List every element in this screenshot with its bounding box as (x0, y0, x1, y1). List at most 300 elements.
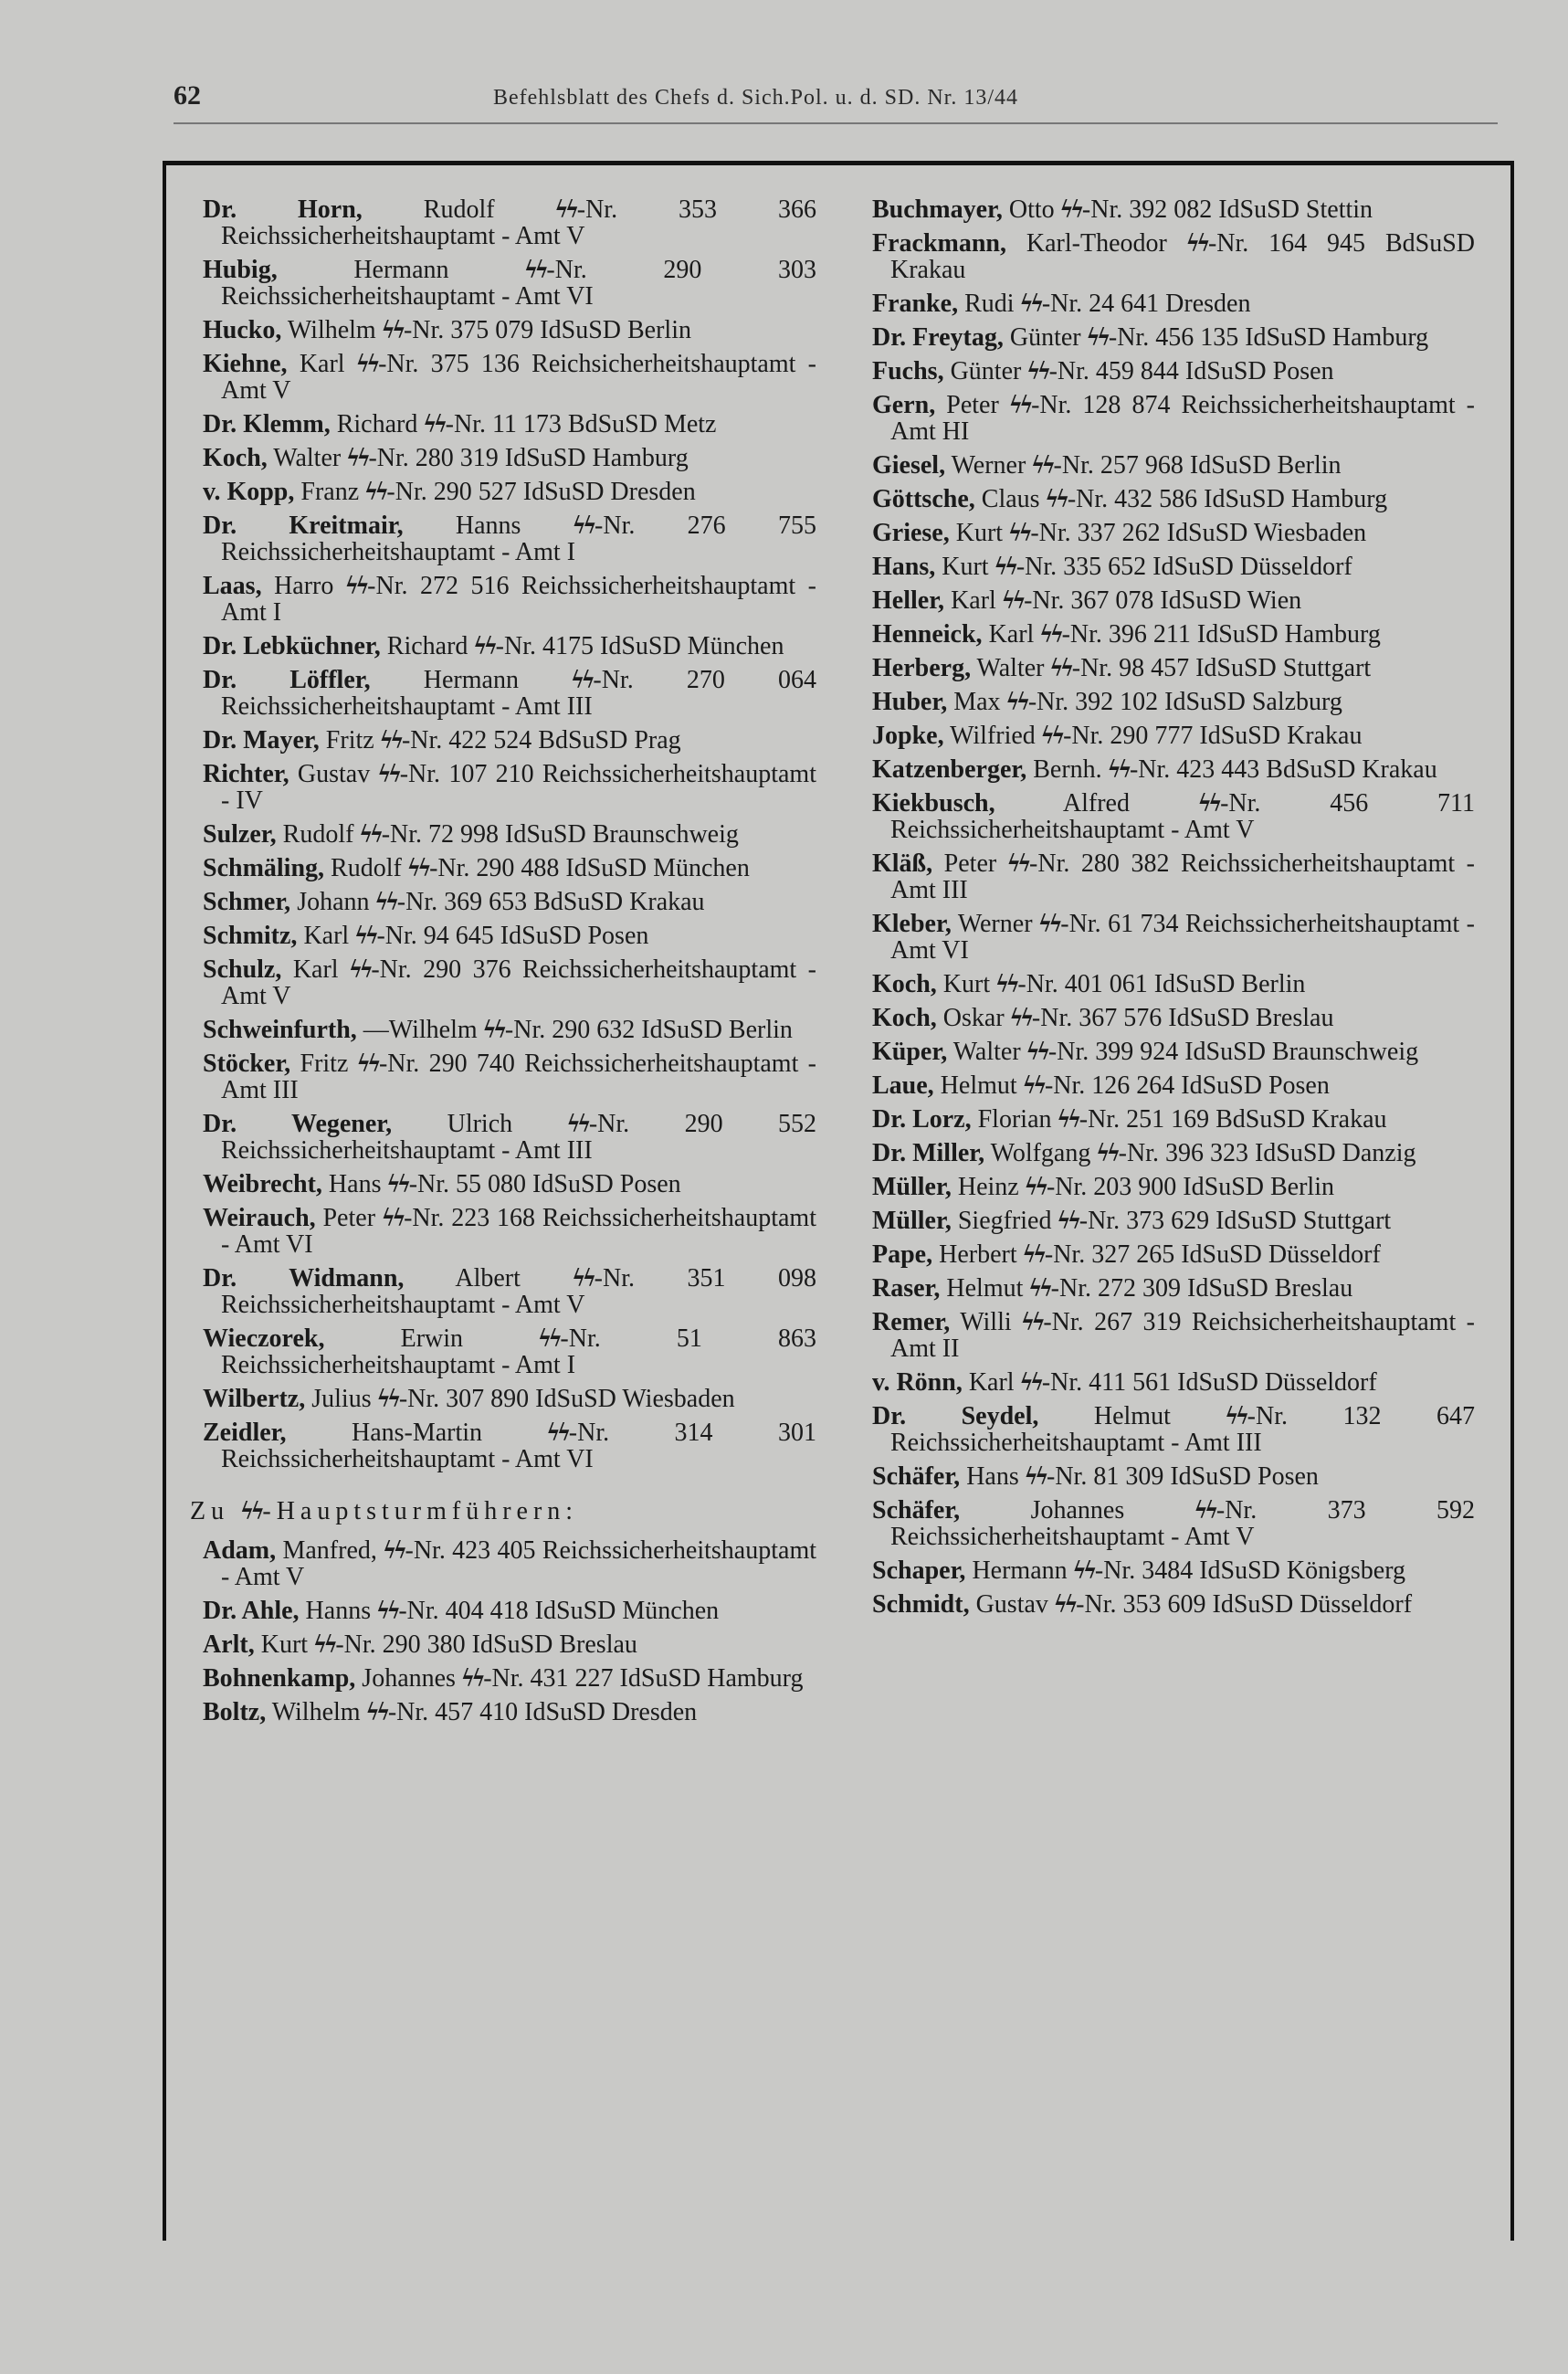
running-head: Befehlsblatt des Chefs d. Sich.Pol. u. d. SD. Nr. 13/44 (493, 86, 1018, 110)
ss-rune-icon: ϟϟ (1023, 1071, 1045, 1100)
entry-given-name: Wolfgang (984, 1139, 1098, 1167)
entry-details: -Nr. 164 945 BdSuSD Krakau (890, 229, 1475, 284)
ss-rune-icon: ϟϟ (539, 1324, 561, 1353)
section-heading-prefix: Zu (190, 1497, 242, 1525)
roster-entry (872, 324, 1475, 351)
entry-given-name: Alfred (994, 789, 1199, 818)
entry-name: Weirauch, (203, 1204, 316, 1232)
hauptsturmfuehrer-list (203, 1537, 816, 1725)
entry-given-name: Fritz (319, 726, 381, 754)
entry-given-name: Hermann (277, 256, 526, 284)
entry-details: -Nr. 72 998 IdSuSD Braunschweig (381, 820, 739, 849)
entry-name: Schweinfurth, (203, 1016, 357, 1044)
entry-details: -Nr. 399 924 IdSuSD Braunschweig (1047, 1038, 1419, 1066)
ss-rune-icon: ϟϟ (1186, 229, 1208, 258)
entry-name: Wieczorek, (203, 1324, 325, 1353)
ss-rune-icon: ϟϟ (1032, 451, 1054, 480)
entry-name: Raser, (872, 1274, 941, 1303)
entry-given-name: Rudolf (362, 195, 556, 224)
ss-rune-icon: ϟϟ (1108, 755, 1130, 784)
entry-details: -Nr. 423 443 BdSuSD Krakau (1129, 755, 1437, 784)
entry-name: Koch, (872, 1004, 937, 1032)
entry-given-name: Johann (290, 888, 376, 916)
entry-details: -Nr. 132 647 Reichssicherheitshauptamt - Amt III (890, 1402, 1475, 1457)
entry-given-name: Gustav (969, 1590, 1055, 1619)
ss-rune-icon: ϟϟ (1020, 290, 1042, 318)
ss-rune-icon: ϟϟ (1009, 391, 1032, 419)
entry-details: -Nr. 81 309 IdSuSD Posen (1047, 1462, 1319, 1491)
ss-rune-icon: ϟϟ (1046, 485, 1068, 513)
entry-name: Dr. Freytag, (872, 323, 1004, 352)
ss-rune-icon: ϟϟ (350, 955, 372, 984)
roster-entry (203, 1111, 816, 1164)
right-column (872, 196, 1475, 1625)
entry-name: Katzenberger, (872, 755, 1027, 784)
entry-given-name: Wilhelm (281, 316, 383, 344)
section-heading-rank: -Hauptsturmführern: (262, 1497, 579, 1525)
ss-rune-icon: ϟϟ (1194, 1496, 1216, 1525)
entry-details: -Nr. 375 136 Reichsicherheitshauptamt - Amt V (221, 350, 816, 405)
ss-rune-icon: ϟϟ (384, 1536, 405, 1565)
entry-name: Frackmann, (872, 229, 1006, 258)
entry-given-name: Kurt (936, 970, 997, 998)
entry-details: -Nr. 353 366 Reichssicherheitshauptamt - Amt V (221, 195, 816, 250)
entry-given-name: Helmut (1038, 1402, 1226, 1430)
ss-rune-icon: ϟϟ (1022, 1308, 1044, 1336)
roster-entry (872, 1403, 1475, 1456)
roster-entry (203, 821, 816, 848)
entry-name: Weibrecht, (203, 1170, 322, 1198)
entry-name: Müller, (872, 1173, 952, 1201)
roster-entry (203, 1265, 816, 1318)
ss-rune-icon: ϟϟ (1073, 1556, 1095, 1585)
entry-name: Hubig, (203, 256, 278, 284)
entry-name: Dr. Seydel, (872, 1402, 1039, 1430)
entry-given-name: Johannes (960, 1496, 1195, 1525)
ss-rune-icon: ϟϟ (996, 970, 1018, 998)
roster-entry (872, 1005, 1475, 1031)
entry-given-name: Kurt (254, 1630, 315, 1659)
ss-rune-icon: ϟϟ (567, 1110, 589, 1138)
entry-given-name: Willi (950, 1308, 1023, 1336)
roster-entry (203, 633, 816, 659)
entry-given-name: Julius (305, 1385, 378, 1413)
ss-rune-icon: ϟϟ (994, 553, 1016, 581)
entry-given-name: Karl (281, 955, 351, 984)
roster-entry (872, 1591, 1475, 1618)
ss-rune-icon: ϟϟ (366, 1698, 388, 1726)
entry-details: -Nr. 98 457 IdSuSD Stuttgart (1071, 654, 1372, 682)
roster-entry (203, 923, 816, 949)
entry-name: Buchmayer, (872, 195, 1003, 224)
entry-name: Dr. Kreitmair, (203, 512, 404, 540)
roster-entry (872, 1039, 1475, 1065)
roster-entry (203, 761, 816, 814)
entry-details: -Nr. 290 376 Reichssicherheitshauptamt - Amt V (221, 955, 816, 1010)
entry-name: v. Rönn, (872, 1368, 963, 1397)
entry-details: -Nr. 373 592 Reichssicherheitshauptamt - Amt V (890, 1496, 1475, 1551)
ss-rune-icon: ϟϟ (1023, 1240, 1045, 1269)
entry-name: Stöcker, (203, 1050, 291, 1078)
roster-entry (203, 1699, 816, 1725)
ss-rune-icon: ϟϟ (1226, 1402, 1247, 1430)
entry-name: Dr. Klemm, (203, 410, 331, 438)
roster-entry (872, 1497, 1475, 1550)
entry-given-name: Karl (962, 1368, 1021, 1397)
entry-name: Kleber, (872, 910, 952, 938)
entry-details: -Nr. 223 168 Reichssicherheitshauptamt - Amt VI (221, 1204, 816, 1259)
entry-details: -Nr. 290 527 IdSuSD Dresden (386, 478, 696, 506)
entry-details: -Nr. 290 740 Reichssicherheitshauptamt - Amt III (221, 1050, 816, 1104)
entry-name: Dr. Horn, (203, 195, 363, 224)
entry-given-name: Florian (971, 1105, 1058, 1134)
entry-details: -Nr. 290 632 IdSuSD Berlin (504, 1016, 793, 1044)
entry-given-name: Harro (261, 572, 346, 600)
entry-name: Boltz, (203, 1698, 267, 1726)
entry-details: -Nr. 11 173 BdSuSD Metz (445, 410, 717, 438)
roster-entry (203, 1386, 816, 1412)
entry-details: -Nr. 367 576 IdSuSD Breslau (1031, 1004, 1334, 1032)
roster-entry (872, 1557, 1475, 1584)
entry-details: -Nr. 251 169 BdSuSD Krakau (1079, 1105, 1387, 1134)
entry-name: v. Kopp, (203, 478, 295, 506)
entry-given-name: Peter (315, 1204, 383, 1232)
roster-entry (872, 290, 1475, 317)
ss-rune-icon: ϟϟ (1054, 1590, 1077, 1619)
ss-rune-icon: ϟϟ (1027, 357, 1049, 385)
entry-given-name: Kurt (949, 519, 1010, 547)
entry-name: Kiekbusch, (872, 789, 995, 818)
entry-given-name: Albert (404, 1264, 574, 1293)
roster-entry (203, 317, 816, 343)
ss-rune-icon: ϟϟ (382, 1204, 405, 1232)
entry-details: -Nr. 459 844 IdSuSD Posen (1048, 357, 1334, 385)
entry-given-name: Günter (1003, 323, 1088, 352)
entry-details: -Nr. 396 323 IdSuSD Danzig (1118, 1139, 1416, 1167)
hauptsturmfuehrer-list-continued (872, 196, 1475, 1618)
entry-name: Dr. Mayer, (203, 726, 320, 754)
entry-name: Gern, (872, 391, 936, 419)
ss-rune-icon: ϟϟ (1002, 586, 1025, 615)
entry-given-name: Walter (947, 1038, 1027, 1066)
entry-name: Schäfer, (872, 1496, 961, 1525)
entry-details: -Nr. 290 380 IdSuSD Breslau (335, 1630, 637, 1659)
entry-details: -Nr. 4175 IdSuSD München (495, 632, 784, 660)
entry-name: Arlt, (203, 1630, 255, 1659)
roster-entry (872, 1309, 1475, 1362)
entry-given-name: Oskar (936, 1004, 1011, 1032)
entry-name: Adam, (203, 1536, 277, 1565)
ss-rune-icon: ϟϟ (1029, 1274, 1051, 1303)
entry-details: -Nr. 369 653 BdSuSD Krakau (396, 888, 705, 916)
roster-entry (203, 1171, 816, 1198)
entry-name: Schmitz, (203, 922, 298, 950)
entry-given-name: Richard (330, 410, 425, 438)
ss-rune-icon: ϟϟ (1025, 1173, 1047, 1201)
entry-given-name: Rudi (958, 290, 1021, 318)
entry-name: Richter, (203, 760, 289, 788)
entry-details: -Nr. 375 079 IdSuSD Berlin (403, 316, 691, 344)
entry-name: Hucko, (203, 316, 282, 344)
roster-entry (203, 257, 816, 310)
entry-name: Koch, (872, 970, 937, 998)
entry-name: Schulz, (203, 955, 282, 984)
ss-rune-icon: ϟϟ (355, 922, 377, 950)
roster-entry (872, 358, 1475, 385)
entry-name: Schaper, (872, 1556, 966, 1585)
ss-rune-icon: ϟϟ (1058, 1105, 1079, 1134)
roster-entry (872, 756, 1475, 783)
promotion-list (203, 196, 816, 1472)
entry-given-name: Ulrich (392, 1110, 568, 1138)
entry-details: -Nr. 276 755 Reichssicherheitshauptamt - Amt I (221, 512, 817, 566)
entry-name: Kläß, (872, 849, 933, 878)
roster-entry (203, 1419, 816, 1472)
roster-entry (203, 889, 816, 915)
roster-entry (872, 1369, 1475, 1396)
entry-details: -Nr. 128 874 Reichssicherheitshauptamt - Amt HI (890, 391, 1475, 446)
ss-rune-icon: ϟϟ (1010, 1004, 1032, 1032)
roster-entry (872, 1241, 1475, 1268)
ss-rune-icon: ϟϟ (380, 726, 402, 754)
entry-details: -Nr. 373 629 IdSuSD Stuttgart (1079, 1207, 1392, 1235)
roster-entry (872, 1140, 1475, 1166)
roster-entry (872, 850, 1475, 903)
roster-entry (872, 1463, 1475, 1490)
entry-name: Schmer, (203, 888, 291, 916)
roster-entry (872, 1072, 1475, 1099)
ss-rune-icon: ϟϟ (387, 1170, 409, 1198)
entry-details: -Nr. 290 488 IdSuSD München (429, 854, 750, 882)
entry-given-name: Fritz (290, 1050, 358, 1078)
entry-given-name: Karl-Theodor (1006, 229, 1187, 258)
entry-details: -Nr. 280 382 Reichssicherheitshauptamt - Amt III (890, 849, 1475, 904)
entry-given-name: Wilhelm (266, 1698, 367, 1726)
ss-rune-icon: ϟϟ (377, 1385, 399, 1413)
roster-entry (872, 587, 1475, 614)
ss-rune-icon: ϟϟ (547, 1419, 569, 1447)
entry-given-name: Günter (943, 357, 1028, 385)
entry-details: -Nr. 272 309 IdSuSD Breslau (1050, 1274, 1353, 1303)
entry-name: Remer, (872, 1308, 951, 1336)
ss-rune-icon: ϟϟ (345, 572, 368, 600)
entry-details: -Nr. 431 227 IdSuSD Hamburg (483, 1664, 804, 1693)
roster-entry (203, 1665, 816, 1692)
entry-details: -Nr. 456 135 IdSuSD Hamburg (1108, 323, 1429, 352)
ss-rune-icon: ϟϟ (525, 256, 547, 284)
roster-entry (203, 1017, 816, 1043)
entry-given-name: Karl (944, 586, 1003, 615)
roster-entry (203, 1205, 816, 1258)
roster-entry (203, 512, 816, 565)
entry-details: -Nr. 432 586 IdSuSD Hamburg (1067, 485, 1388, 513)
entry-name: Zeidler, (203, 1419, 287, 1447)
entry-name: Huber, (872, 688, 948, 716)
ss-rune-icon: ϟϟ (360, 820, 382, 849)
ss-rune-icon: ϟϟ (378, 760, 400, 788)
ss-rune-icon: ϟϟ (461, 1664, 484, 1693)
ss-rune-icon: ϟϟ (377, 1597, 399, 1625)
entry-details: -Nr. 203 900 IdSuSD Berlin (1046, 1173, 1334, 1201)
entry-details: -Nr. 307 890 IdSuSD Wiesbaden (398, 1385, 735, 1413)
entry-details: -Nr. 422 524 BdSuSD Prag (401, 726, 681, 754)
roster-entry (872, 1174, 1475, 1200)
roster-entry (203, 855, 816, 881)
entry-details: -Nr. 272 516 Reichssicherheitshauptamt - Amt I (221, 572, 817, 627)
ss-rune-icon: ϟϟ (572, 666, 594, 694)
entry-details: -Nr. 55 080 IdSuSD Posen (408, 1170, 681, 1198)
entry-details: -Nr. 335 652 IdSuSD Düsseldorf (1016, 553, 1352, 581)
entry-given-name: Peter (932, 849, 1008, 878)
entry-name: Pape, (872, 1240, 933, 1269)
entry-name: Koch, (203, 444, 268, 472)
entry-details: -Nr. 270 064 Reichssicherheitshauptamt - Amt III (221, 666, 816, 721)
roster-entry (872, 723, 1475, 749)
ss-rune-icon: ϟϟ (241, 1497, 263, 1525)
entry-details: -Nr. 314 301 Reichssicherheitshauptamt - Amt VI (221, 1419, 817, 1473)
entry-given-name: Karl (287, 350, 357, 378)
entry-given-name: Wilfried (943, 722, 1042, 750)
roster-entry (872, 554, 1475, 580)
entry-details: -Nr. 327 265 IdSuSD Düsseldorf (1044, 1240, 1381, 1269)
entry-given-name: Hermann (370, 666, 573, 694)
entry-given-name: Werner (951, 910, 1039, 938)
ss-rune-icon: ϟϟ (1050, 654, 1072, 682)
ss-rune-icon: ϟϟ (1097, 1139, 1119, 1167)
ss-rune-icon: ϟϟ (1087, 323, 1109, 352)
entry-given-name: Siegfried (951, 1207, 1058, 1235)
entry-details: -Nr. 94 645 IdSuSD Posen (376, 922, 649, 950)
page-header (174, 80, 1498, 117)
entry-details: -Nr. 3484 IdSuSD Königsberg (1094, 1556, 1406, 1585)
entry-details: -Nr. 107 210 Reichssicherheitshauptamt - IV (221, 760, 816, 815)
entry-name: Griese, (872, 519, 950, 547)
ss-rune-icon: ϟϟ (1058, 1207, 1079, 1235)
entry-given-name: Hans (960, 1462, 1026, 1491)
roster-entry (872, 486, 1475, 512)
ss-rune-icon: ϟϟ (573, 512, 595, 540)
roster-entry (872, 392, 1475, 445)
roster-entry (203, 445, 816, 471)
entry-name: Müller, (872, 1207, 952, 1235)
roster-entry (872, 1208, 1475, 1234)
entry-given-name: Hanns (299, 1597, 378, 1625)
entry-given-name: Hanns (403, 512, 574, 540)
roster-entry (872, 655, 1475, 681)
entry-name: Fuchs, (872, 357, 944, 385)
entry-given-name: Johannes (355, 1664, 462, 1693)
entry-details: -Nr. 267 319 Reichsicherheitshauptamt - Amt II (890, 1308, 1476, 1363)
ss-rune-icon: ϟϟ (407, 854, 430, 882)
entry-name: Kiehne, (203, 350, 288, 378)
entry-given-name: Hermann (965, 1556, 1074, 1585)
ss-rune-icon: ϟϟ (1041, 722, 1064, 750)
entry-details: -Nr. 457 410 IdSuSD Dresden (387, 1698, 698, 1726)
roster-entry (872, 911, 1475, 964)
roster-entry (203, 1598, 816, 1624)
ss-rune-icon: ϟϟ (357, 1050, 379, 1078)
entry-given-name: Erwin (324, 1324, 540, 1353)
ss-rune-icon: ϟϟ (474, 632, 496, 660)
ss-rune-icon: ϟϟ (1009, 519, 1031, 547)
page-number: 62 (174, 80, 201, 111)
entry-name: Küper, (872, 1038, 948, 1066)
entry-given-name: Heinz (951, 1173, 1026, 1201)
entry-given-name: Max (947, 688, 1007, 716)
entry-details: -Nr. 456 711 Reichssicherheitshauptamt - Amt V (890, 789, 1475, 844)
roster-entry (872, 1275, 1475, 1302)
entry-given-name: Kurt (935, 553, 995, 581)
ss-rune-icon: ϟϟ (314, 1630, 336, 1659)
entry-name: Bohnenkamp, (203, 1664, 356, 1693)
entry-given-name: Rudolf (276, 820, 361, 849)
roster-entry (203, 479, 816, 505)
entry-name: Jopke, (872, 722, 944, 750)
entry-name: Schäfer, (872, 1462, 961, 1491)
entry-details: -Nr. 126 264 IdSuSD Posen (1044, 1071, 1330, 1100)
ss-rune-icon: ϟϟ (483, 1016, 505, 1044)
entry-details: -Nr. 423 405 Reichssicherheitshauptamt - Amt V (221, 1536, 817, 1591)
roster-entry (203, 351, 816, 404)
entry-details: -Nr. 396 211 IdSuSD Hamburg (1061, 620, 1381, 649)
entry-name: Dr. Lebküchner, (203, 632, 381, 660)
entry-name: Hans, (872, 553, 936, 581)
entry-details: -Nr. 337 262 IdSuSD Wiesbaden (1030, 519, 1367, 547)
ss-rune-icon: ϟϟ (1198, 789, 1221, 818)
roster-entry (203, 667, 816, 720)
ss-rune-icon: ϟϟ (1006, 688, 1028, 716)
entry-details: -Nr. 24 641 Dresden (1041, 290, 1251, 318)
roster-entry (203, 1537, 816, 1590)
entry-given-name: Gustav (289, 760, 379, 788)
entry-name: Dr. Ahle, (203, 1597, 300, 1625)
entry-given-name: Bernh. (1026, 755, 1109, 784)
ss-rune-icon: ϟϟ (1025, 1462, 1047, 1491)
entry-name: Dr. Lorz, (872, 1105, 972, 1134)
entry-details: -Nr. 61 734 Reichssicherheitshauptamt - Amt VI (890, 910, 1475, 965)
header-rule (174, 122, 1498, 124)
ss-rune-icon: ϟϟ (1007, 849, 1030, 878)
entry-given-name: Franz (294, 478, 366, 506)
entry-details: -Nr. 404 418 IdSuSD München (398, 1597, 720, 1625)
entry-given-name: Helmut (940, 1274, 1030, 1303)
ss-rune-icon: ϟϟ (573, 1264, 595, 1293)
roster-entry (203, 1325, 816, 1378)
entry-given-name: Peter (935, 391, 1010, 419)
roster-entry (203, 573, 816, 626)
entry-details: -Nr. 401 061 IdSuSD Berlin (1017, 970, 1306, 998)
ss-rune-icon: ϟϟ (347, 444, 369, 472)
ss-rune-icon: ϟϟ (375, 888, 397, 916)
entry-given-name: Walter (971, 654, 1051, 682)
entry-name: Heller, (872, 586, 945, 615)
entry-name: Herberg, (872, 654, 972, 682)
entry-name: Dr. Miller, (872, 1139, 985, 1167)
ss-rune-icon: ϟϟ (356, 350, 379, 378)
roster-entry (203, 1050, 816, 1103)
entry-details: -Nr. 392 102 IdSuSD Salzburg (1027, 688, 1342, 716)
ss-rune-icon: ϟϟ (1020, 1368, 1042, 1397)
entry-name: Göttsche, (872, 485, 975, 513)
roster-entry (872, 452, 1475, 479)
entry-given-name: Rudolf (324, 854, 408, 882)
roster-entry (203, 727, 816, 754)
entry-given-name: Otto (1002, 195, 1061, 224)
roster-entry (872, 1106, 1475, 1133)
entry-name: Schmäling, (203, 854, 325, 882)
section-heading (190, 1498, 816, 1525)
ss-rune-icon: ϟϟ (424, 410, 446, 438)
